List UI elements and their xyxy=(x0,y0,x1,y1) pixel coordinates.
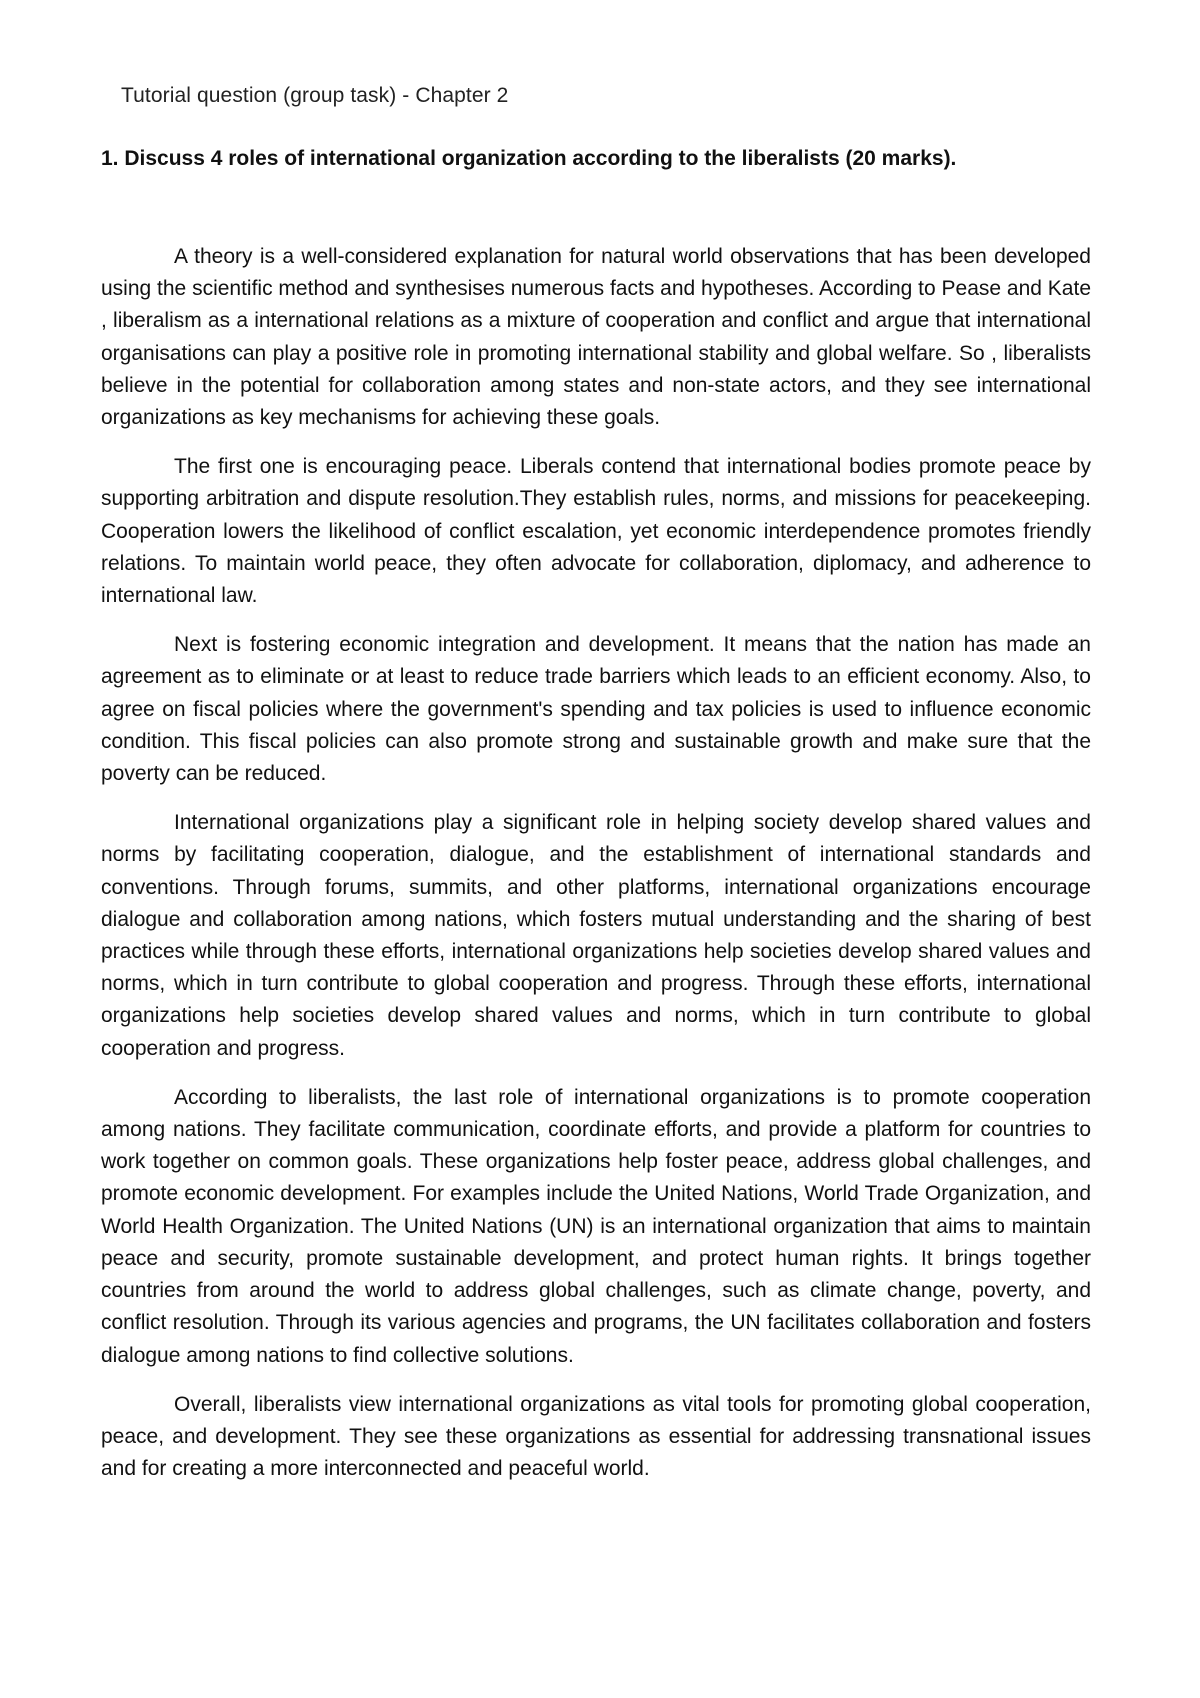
paragraph-intro: A theory is a well-considered explanation for natural world observations that has been developed using the scientific method and synthesises numerous facts and hypotheses. According to Pease and Kate , liberalism as a international relations as a mixture of cooperation and conflict and argue that international organisations can play a positive role in promoting international stability and global welfare. So , liberalists believe in the potential for collaboration among states and non-state actors, and they see international organizations as key mechanisms for achieving these goals. xyxy=(101,245,1091,430)
document-title: Tutorial question (group task) - Chapter 2 xyxy=(121,84,509,107)
document-body xyxy=(101,241,1091,1502)
paragraph-peace: The first one is encouraging peace. Liberals contend that international bodies promote peace by supporting arbitration and dispute resolution.They establish rules, norms, and missions for peacekeeping. Cooperation lowers the likelihood of conflict escalation, yet economic interdependence promotes friendly relations. To maintain world peace, they often advocate for collaboration, diplomacy, and adherence to international law. xyxy=(101,455,1091,608)
paragraph-shared-values: International organizations play a significant role in helping society develop shared values and norms by facilitating cooperation, dialogue, and the establishment of international standards and conventions. Through forums, summits, and other platforms, international organizations encourage dialogue and collaboration among nations, which fosters mutual understanding and the sharing of best practices while through these efforts, international organizations help societies develop shared values and norms, which in turn contribute to global cooperation and progress. Through these efforts, international organizations help societies develop shared values and norms, which in turn contribute to global cooperation and progress. xyxy=(101,811,1091,1060)
paragraph-cooperation: According to liberalists, the last role of international organizations is to promote cooperation among nations. They facilitate communication, coordinate efforts, and provide a platform for countries to work together on common goals. These organizations help foster peace, address global challenges, and promote economic development. For examples include the United Nations, World Trade Organization, and World Health Organization. The United Nations (UN) is an international organization that aims to maintain peace and security, promote sustainable development, and protect human rights. It brings together countries from around the world to address global challenges, such as climate change, poverty, and conflict resolution. Through its various agencies and programs, the UN facilitates collaboration and fosters dialogue among nations to find collective solutions. xyxy=(101,1085,1091,1367)
question-heading: 1. Discuss 4 roles of international organization according to the liberalists (20 marks). xyxy=(101,147,957,170)
paragraph-conclusion: Overall, liberalists view international organizations as vital tools for promoting global cooperation, peace, and development. They see these organizations as essential for addressing transnational issues and for creating a more interconnected and peaceful world. xyxy=(101,1392,1091,1481)
paragraph-economic: Next is fostering economic integration and development. It means that the nation has made an agreement as to eliminate or at least to reduce trade barriers which leads to an efficient economy. Also, to agree on fiscal policies where the government's spending and tax policies is used to influence economic condition. This fiscal policies can also promote strong and sustainable growth and make sure that the poverty can be reduced. xyxy=(101,633,1091,786)
